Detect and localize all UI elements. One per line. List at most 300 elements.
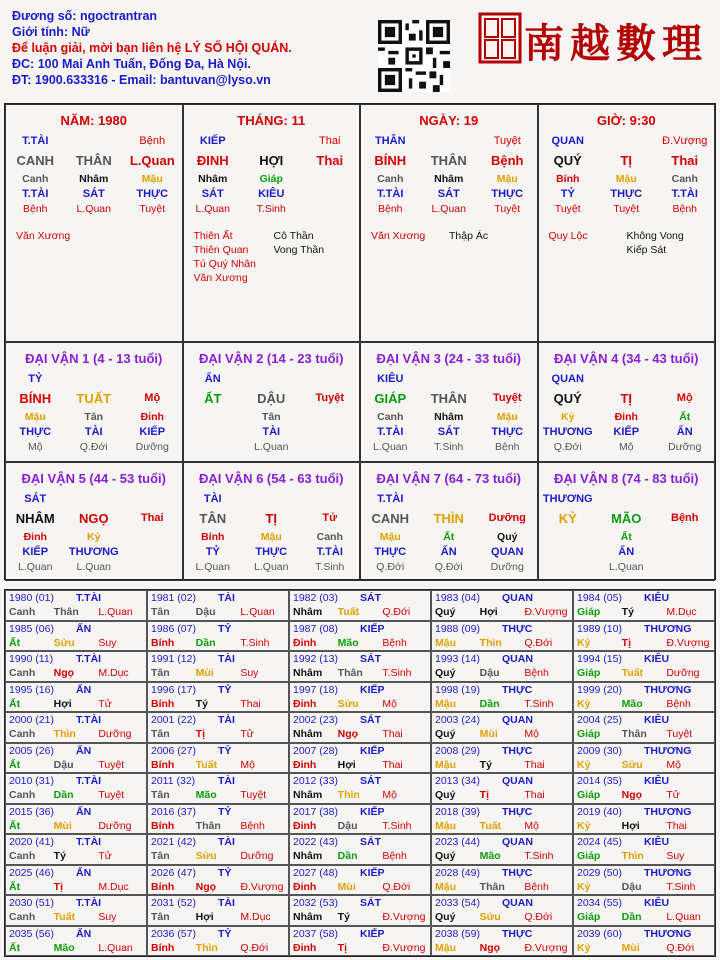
- year-body: [6, 666, 146, 680]
- year-cell: [573, 682, 715, 713]
- year-body: [6, 941, 146, 955]
- pillar-hidden-stems-cell: Bính: [556, 173, 580, 185]
- year-label: 1985 (06): [9, 622, 54, 635]
- year-stage: Bệnh: [240, 819, 265, 832]
- dai-van-stage-row-cell: Dưỡng: [135, 441, 169, 453]
- dai-van-title: ĐẠI VẬN 2 (14 - 23 tuổi): [199, 351, 344, 366]
- pillar-gods-row-cell: THỰC: [491, 188, 524, 200]
- pillar-main-row-cell: THÂN: [430, 153, 467, 168]
- year-branch: Mão: [337, 636, 359, 649]
- year-stem: Kỷ: [577, 819, 591, 832]
- year-branch: Dần: [53, 789, 74, 801]
- year-god: ẤN: [76, 683, 92, 696]
- star-label: Vong Thần: [273, 244, 325, 256]
- year-stage: Thai: [524, 789, 545, 801]
- year-body: [148, 636, 288, 650]
- year-head: [6, 927, 146, 941]
- year-head: [6, 866, 146, 880]
- year-branch: Tuất: [479, 819, 502, 832]
- contact-line: Để luận giải, mời bạn liên hệ LÝ SỐ HỘI QUÁN.: [12, 41, 292, 55]
- year-label: 1994 (15): [577, 653, 622, 665]
- dai-van-god-row-cell: THƯƠNG: [542, 493, 593, 505]
- year-head: [574, 927, 714, 941]
- dai-van-hidden-row-cell: Canh: [377, 411, 404, 423]
- year-body: [574, 819, 714, 833]
- pillar-top-row-cell: QUAN: [551, 135, 584, 147]
- year-branch: Thìn: [479, 636, 502, 649]
- pillar-cell: [183, 104, 361, 342]
- year-stem: Mậu: [435, 697, 456, 710]
- dai-van-main-row-cell: Tuyệt: [315, 392, 345, 404]
- pillar-hidden-stems: [361, 172, 537, 187]
- year-branch: Mùi: [195, 667, 214, 679]
- dai-van-gods-row-cell: THỰC: [255, 546, 288, 558]
- year-god: T.TÀI: [76, 775, 102, 787]
- year-stage: T.Sinh: [240, 636, 270, 649]
- dai-van-cell: [538, 462, 716, 581]
- seal-stamp-icon: [478, 12, 522, 64]
- year-stage: M.Dục: [98, 667, 129, 679]
- year-stage: Q.Đới: [666, 941, 695, 954]
- year-label: 1982 (03): [293, 592, 338, 604]
- year-label: 2007 (28): [293, 744, 338, 757]
- dai-van-gods-row: [361, 425, 537, 440]
- pillar-gods-row: [184, 187, 360, 202]
- year-branch: Mùi: [53, 819, 72, 832]
- year-label: 1980 (01): [9, 592, 54, 604]
- pillar-stage-row-cell: Tuyệt: [494, 203, 521, 215]
- pillar-main-row-cell: TỊ: [620, 153, 633, 168]
- year-branch: Ngọ: [621, 789, 643, 801]
- dai-van-gods-row-cell: TÀI: [262, 426, 281, 438]
- pillar-top-row-cell: Thai: [319, 135, 341, 147]
- year-cell: [289, 865, 431, 896]
- year-cell: [5, 621, 147, 652]
- year-body: [6, 727, 146, 741]
- year-branch: Mão: [621, 697, 643, 710]
- year-god: SÁT: [360, 592, 381, 604]
- dai-van-hidden-row: [361, 530, 537, 545]
- year-cell: [289, 621, 431, 652]
- year-stem: Nhâm: [293, 667, 323, 679]
- year-stage: Suy: [666, 850, 685, 862]
- year-body: [432, 910, 572, 924]
- dai-van-cell: [360, 342, 538, 462]
- year-stage: T.Sinh: [382, 819, 412, 832]
- year-stem: Canh: [9, 606, 36, 618]
- year-body: [432, 819, 572, 833]
- dai-van-god-row: [6, 492, 182, 507]
- year-branch: Tị: [53, 880, 63, 893]
- year-god: KIẾP: [360, 744, 385, 757]
- year-stage: Mộ: [240, 758, 255, 771]
- year-stem: Nhâm: [293, 911, 323, 923]
- year-stage: Đ.Vượng: [666, 636, 710, 649]
- year-cell: [573, 621, 715, 652]
- year-stage: Q.Đới: [382, 880, 411, 893]
- dai-van-gods-row: [6, 545, 182, 560]
- chart-grid: [4, 103, 716, 580]
- dai-van-hidden-row-cell: Quý: [497, 531, 518, 543]
- year-stem: Ất: [9, 636, 21, 649]
- year-stem: Canh: [9, 789, 36, 801]
- year-god: KIÊU: [644, 592, 670, 604]
- dai-van-cell: [183, 462, 361, 581]
- dai-van-gods-row-cell: KIẾP: [613, 426, 640, 438]
- year-cell: [431, 682, 573, 713]
- pillar-stage-row: [361, 202, 537, 217]
- pillar-hidden-stems-cell: Mậu: [141, 173, 163, 185]
- year-label: 1981 (02): [151, 592, 196, 604]
- year-label: 2014 (35): [577, 775, 622, 787]
- dai-van-stage-row-cell: [123, 560, 182, 575]
- year-label: 2031 (52): [151, 897, 196, 909]
- year-god: THƯƠNG: [644, 805, 692, 818]
- year-branch: Tý: [621, 606, 634, 618]
- year-head: [148, 927, 288, 941]
- dai-van-title: ĐẠI VẬN 1 (4 - 13 tuổi): [25, 351, 163, 366]
- dai-van-stage-row: [361, 560, 537, 575]
- year-stage: L.Quan: [666, 911, 701, 923]
- pillar-title: NGÀY: 19: [419, 113, 479, 128]
- pillar-hidden-stems-cell: Nhâm: [434, 173, 464, 185]
- year-body: [290, 910, 430, 924]
- star-label: Tú Quý Nhân: [193, 258, 256, 270]
- pillar-hidden-stems-cell: Nhâm: [198, 173, 228, 185]
- pillar-top-row-cell: [597, 134, 656, 149]
- year-cell: [431, 773, 573, 804]
- year-cell: [5, 590, 147, 621]
- pillar-stage-row-cell: Tuyệt: [613, 203, 640, 215]
- pillar-gods-row-cell: [301, 187, 360, 202]
- year-stem: Đinh: [293, 636, 317, 649]
- pillar-top-row: [361, 134, 537, 149]
- year-stage: Thai: [382, 758, 403, 771]
- year-cell: [5, 682, 147, 713]
- year-stem: Kỷ: [577, 880, 591, 893]
- year-label: 2009 (30): [577, 744, 622, 757]
- dai-van-main-row-cell: QUÝ: [553, 391, 582, 406]
- dai-van-god-row: [539, 372, 715, 387]
- dai-van-title: ĐẠI VẬN 8 (74 - 83 tuổi): [554, 471, 699, 486]
- year-stage: Đ.Vượng: [524, 941, 568, 954]
- year-label: 2034 (55): [577, 897, 622, 909]
- year-body: [574, 758, 714, 772]
- year-body: [6, 910, 146, 924]
- year-stem: Đinh: [293, 880, 317, 893]
- year-head: [432, 774, 572, 788]
- year-god: SÁT: [360, 653, 381, 665]
- year-stage: L.Quan: [98, 606, 133, 618]
- dai-van-hidden-row-cell: Kỷ: [87, 531, 101, 543]
- year-body: [432, 880, 572, 894]
- pillar-top-row-cell: Bệnh: [139, 135, 166, 147]
- year-stage: Đ.Vượng: [240, 880, 284, 893]
- dai-van-god-row-cell: [478, 492, 537, 507]
- year-body: [432, 758, 572, 772]
- dai-van-god-row-cell: SÁT: [24, 493, 47, 505]
- year-stem: Bính: [151, 880, 175, 893]
- dai-van-god-row-cell: [478, 372, 537, 387]
- dai-van-stage-row-cell: Q.Đới: [79, 441, 108, 453]
- pillar-main-row: [184, 153, 360, 168]
- year-stage: Mộ: [382, 789, 397, 801]
- star-label: Cô Thần: [273, 230, 314, 242]
- year-branch: Thìn: [195, 941, 218, 954]
- year-body: [432, 849, 572, 863]
- year-branch: Tuất: [337, 606, 360, 618]
- year-stage: Tử: [240, 728, 254, 740]
- dai-van-main-row-cell: Mộ: [676, 392, 693, 404]
- year-body: [574, 880, 714, 894]
- pillar-main-row-cell: ĐINH: [196, 153, 229, 168]
- dai-van-main-row: [539, 391, 715, 406]
- year-stage: L.Quan: [240, 606, 275, 618]
- year-body: [574, 849, 714, 863]
- dai-van-god-row: [6, 372, 182, 387]
- pillar-stage-row-cell: Bệnh: [672, 203, 698, 215]
- year-table: [4, 589, 716, 957]
- year-branch: Ngọ: [195, 880, 217, 893]
- star-label: Văn Xương: [16, 230, 71, 242]
- year-head: [148, 713, 288, 727]
- year-cell: [5, 773, 147, 804]
- year-cell: [289, 712, 431, 743]
- dai-van-hidden-row-cell: Canh: [316, 531, 343, 543]
- pillar-hidden-stems: [6, 172, 182, 187]
- year-stem: Ất: [9, 758, 21, 771]
- year-label: 2006 (27): [151, 744, 196, 757]
- year-stage: T.Sinh: [524, 697, 554, 710]
- year-head: [432, 591, 572, 605]
- dai-van-god-row-cell: TỶ: [28, 373, 43, 385]
- year-stem: Mậu: [435, 819, 456, 832]
- pillar-title: THÁNG: 11: [237, 113, 306, 128]
- year-branch: Tý: [337, 911, 350, 923]
- pillar-hidden-stems: [184, 172, 360, 187]
- year-label: 2016 (37): [151, 805, 196, 818]
- pillar-hidden-stems-cell: Mậu: [615, 173, 637, 185]
- gender-value: Nữ: [71, 25, 90, 39]
- year-cell: [5, 834, 147, 865]
- year-branch: Hợi: [479, 606, 498, 618]
- dai-van-main-row: [184, 391, 360, 406]
- pillar-stage-row-cell: T.Sinh: [256, 203, 286, 215]
- pillar-main-row: [361, 153, 537, 168]
- dai-van-main-row-cell: KỶ: [558, 511, 577, 526]
- year-god: TỶ: [218, 622, 232, 635]
- year-stage: Thai: [666, 819, 687, 832]
- year-god: THỰC: [502, 805, 533, 818]
- star-label: Kiếp Sát: [626, 244, 667, 256]
- dai-van-gods-row-cell: T.TÀI: [377, 426, 404, 438]
- year-label: 2026 (47): [151, 866, 196, 879]
- year-stem: Kỷ: [577, 636, 591, 649]
- dai-van-god-row-cell: [597, 372, 656, 387]
- year-stage: Q.Đới: [524, 636, 553, 649]
- year-label: 2005 (26): [9, 744, 54, 757]
- dai-van-title: ĐẠI VẬN 4 (34 - 43 tuổi): [554, 351, 699, 366]
- pillar-hidden-stems-cell: Canh: [671, 173, 698, 185]
- pillar-hidden-stems-cell: Mậu: [496, 173, 518, 185]
- owner-label: Đương số:: [12, 9, 77, 23]
- year-branch: Dần: [195, 636, 216, 649]
- year-branch: Tý: [479, 758, 492, 771]
- pillar-stage-row-cell: Bệnh: [377, 203, 403, 215]
- dai-van-gods-row-cell: [123, 545, 182, 560]
- year-label: 1989 (10): [577, 622, 622, 635]
- dai-van-stage-row: [6, 440, 182, 455]
- dai-van-gods-row-cell: TỶ: [205, 546, 220, 558]
- dai-van-cell: [5, 342, 183, 462]
- dai-van-god-row: [539, 492, 715, 507]
- star-label: Thập Ác: [449, 230, 489, 242]
- year-god: QUAN: [502, 653, 533, 665]
- year-body: [432, 666, 572, 680]
- pillar-gods-row-cell: KIÊU: [258, 188, 285, 200]
- dai-van-god-row: [361, 492, 537, 507]
- year-stage: Mộ: [666, 758, 681, 771]
- year-body: [148, 758, 288, 772]
- year-cell: [431, 651, 573, 682]
- year-head: [148, 652, 288, 666]
- brand-logo: 南越數理: [524, 20, 708, 67]
- year-god: KIÊU: [644, 897, 670, 909]
- dai-van-gods-row-cell: KIẾP: [22, 546, 49, 558]
- year-branch: Tý: [195, 697, 208, 710]
- year-cell: [5, 926, 147, 957]
- year-head: [574, 744, 714, 758]
- pillar-stars-left: [371, 229, 425, 243]
- pillar-stage-row-cell: L.Quan: [76, 203, 111, 215]
- year-branch: Thân: [621, 728, 647, 740]
- dai-van-gods-row-cell: [539, 545, 598, 560]
- year-head: [290, 774, 430, 788]
- dai-van-stage-row-cell: L.Quan: [18, 561, 53, 573]
- pillar-stars-right: [449, 229, 488, 243]
- year-body: [6, 819, 146, 833]
- year-stem: Bính: [151, 819, 175, 832]
- pillar-hidden-stems-cell: Giáp: [259, 173, 283, 185]
- dai-van-main-row-cell: TỊ: [265, 511, 278, 526]
- dai-van-cell: [5, 462, 183, 581]
- dai-van-god-row-cell: [301, 492, 360, 507]
- dai-van-main-row-cell: Bệnh: [671, 512, 699, 524]
- dai-van-gods-row-cell: ẤN: [440, 546, 457, 558]
- dai-van-main-row-cell: NGỌ: [78, 511, 109, 526]
- year-cell: [573, 865, 715, 896]
- year-cell: [147, 590, 289, 621]
- year-head: [6, 896, 146, 910]
- year-label: 1988 (09): [435, 622, 480, 635]
- year-god: THƯƠNG: [644, 622, 692, 635]
- pillar-stage-row-cell: Tuyệt: [139, 203, 166, 215]
- year-god: TỶ: [218, 927, 232, 940]
- pillar-main-row: [539, 153, 715, 168]
- dai-van-god-row-cell: KIÊU: [377, 373, 404, 385]
- year-god: THƯƠNG: [644, 744, 692, 757]
- dai-van-stage-row-cell: T.Sinh: [434, 441, 464, 453]
- pillar-stars-right: [627, 229, 684, 257]
- year-label: 2008 (29): [435, 744, 480, 757]
- dai-van-main-row-cell: THÌN: [433, 511, 464, 526]
- dai-van-hidden-row-cell: Đinh: [23, 531, 47, 543]
- dai-van-stage-row-cell: L.Quan: [254, 441, 289, 453]
- dai-van-cell: [183, 342, 361, 462]
- year-stem: Giáp: [577, 606, 601, 618]
- year-god: TỶ: [218, 744, 232, 757]
- pillar-hidden-stems-cell: Canh: [377, 173, 404, 185]
- year-stem: Ất: [9, 941, 21, 954]
- year-head: [432, 805, 572, 819]
- star-label: Thiên Quan: [193, 244, 249, 256]
- dai-van-gods-row: [539, 425, 715, 440]
- year-body: [432, 788, 572, 802]
- year-label: 1993 (14): [435, 653, 480, 665]
- year-head: [290, 805, 430, 819]
- year-body: [290, 727, 430, 741]
- dai-van-stage-row-cell: [539, 560, 598, 575]
- year-head: [574, 896, 714, 910]
- year-god: THỰC: [502, 866, 533, 879]
- year-stem: Tân: [151, 606, 170, 618]
- year-body: [432, 727, 572, 741]
- year-branch: Hợi: [337, 758, 356, 771]
- dai-van-hidden-row-cell: Đinh: [614, 411, 638, 423]
- year-label: 1984 (05): [577, 592, 622, 604]
- year-stem: Bính: [151, 758, 175, 771]
- dai-van-stage-row-cell: [184, 440, 243, 455]
- dai-van-hidden-row-cell: Tân: [84, 411, 104, 423]
- year-cell: [431, 895, 573, 926]
- year-god: SÁT: [360, 836, 381, 848]
- dai-van-hidden-row-cell: [123, 530, 182, 545]
- year-label: 2028 (49): [435, 866, 480, 879]
- year-label: 2022 (43): [293, 836, 338, 848]
- dai-van-main-row-cell: Tử: [322, 512, 338, 524]
- dai-van-gods-row: [6, 425, 182, 440]
- dai-van-god-row-cell: [65, 492, 124, 507]
- dai-van-hidden-row: [361, 410, 537, 425]
- year-label: 2029 (50): [577, 866, 622, 879]
- year-body: [574, 636, 714, 650]
- year-head: [432, 622, 572, 636]
- year-god: T.TÀI: [76, 836, 102, 848]
- year-branch: Mão: [479, 850, 501, 862]
- year-cell: [573, 712, 715, 743]
- year-label: 2004 (25): [577, 714, 622, 726]
- year-stage: Dưỡng: [98, 728, 132, 740]
- year-head: [574, 591, 714, 605]
- dai-van-main-row-cell: TUẤT: [76, 391, 112, 406]
- year-god: TÀI: [218, 836, 235, 848]
- pillar-cell: [360, 104, 538, 342]
- pillar-stage-row-cell: Tuyệt: [554, 203, 581, 215]
- gender-label: Giới tính:: [12, 25, 69, 39]
- year-god: KIẾP: [360, 866, 385, 879]
- year-head: [6, 805, 146, 819]
- pillar-title: GIỜ: 9:30: [596, 113, 656, 128]
- dai-van-god-row-cell: [656, 372, 715, 387]
- pillar-stage-row: [184, 202, 360, 217]
- dai-van-god-row-cell: [420, 372, 479, 387]
- year-god: THƯƠNG: [644, 683, 692, 696]
- year-label: 2021 (42): [151, 836, 196, 848]
- dai-van-main-row-cell: Mộ: [144, 392, 161, 404]
- year-cell: [431, 590, 573, 621]
- year-branch: Dậu: [337, 819, 358, 832]
- year-god: TỶ: [218, 805, 232, 818]
